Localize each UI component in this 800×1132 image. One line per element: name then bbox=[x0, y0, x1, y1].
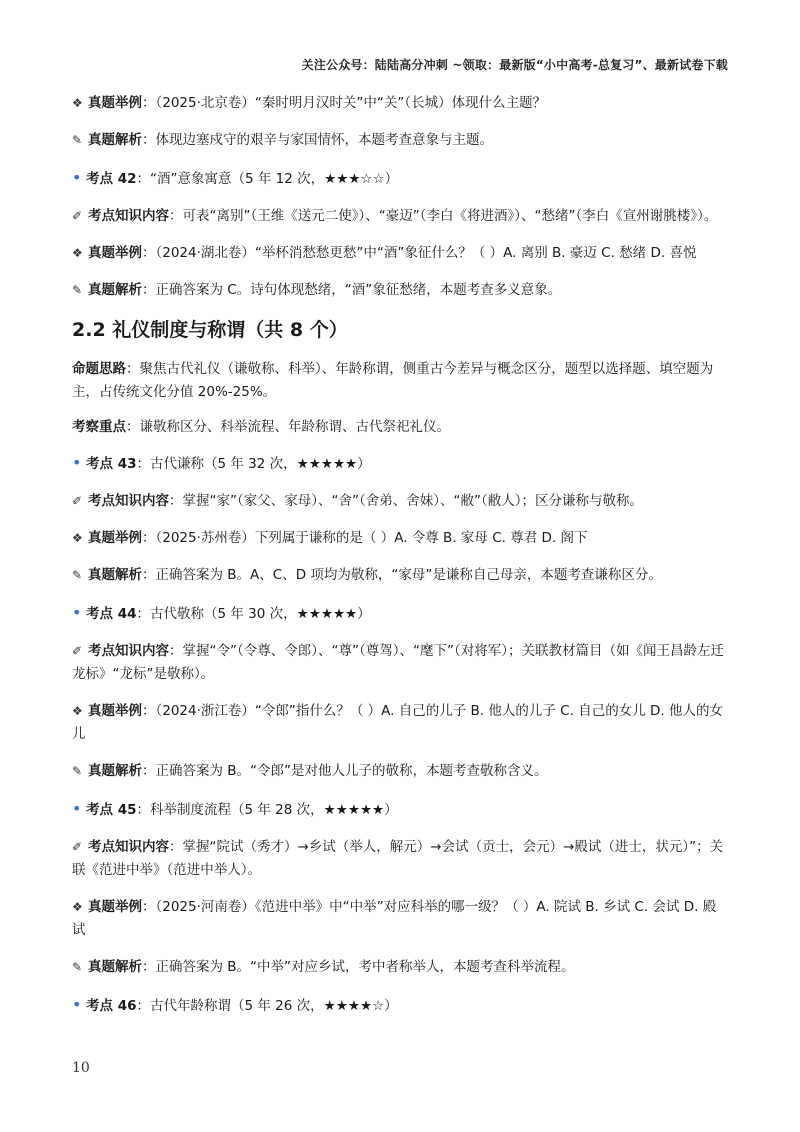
intro-text: ：聚焦古代礼仪（谦敬称、科举）、年龄称谓，侧重古今差异与概念区分，题型以选择题、填空题为主，占传统文化分值 20%-25%。 bbox=[72, 361, 714, 400]
item-text: ：（2024·浙江卷）“令郎”指什么？（ ）A. 自己的儿子 B. 他人的儿子 C. 自己的女儿 D. 他人的女儿 bbox=[72, 703, 723, 742]
bullet-icon: • bbox=[72, 168, 82, 187]
item-label: 真题举例 bbox=[88, 703, 142, 719]
item-text: ：体现边塞戍守的艰辛与家国情怀，本题考查意象与主题。 bbox=[142, 132, 493, 148]
list-item bbox=[72, 279, 728, 302]
focus-label: 考察重点 bbox=[72, 419, 126, 435]
item-label: 真题举例 bbox=[88, 95, 142, 111]
diamond-icon: ❖ bbox=[72, 900, 83, 914]
item-label: 考点 42 bbox=[86, 171, 137, 187]
item-text: ：正确答案为 B。A、C、D 项均为敬称，“家母”是谦称自己母亲，本题考查谦称区分。 bbox=[142, 567, 662, 583]
diamond-icon: ❖ bbox=[72, 531, 83, 545]
list-item bbox=[72, 640, 728, 686]
bullet-icon: • bbox=[72, 799, 82, 818]
list-item bbox=[72, 490, 728, 513]
list-item bbox=[72, 601, 728, 626]
item-label: 考点知识内容 bbox=[88, 208, 169, 224]
item-text: ：掌握“令”（令尊、令郎）、“尊”（尊驾）、“麾下”（对将军）；关联教材篇目（如《闻王昌龄左迁龙标》“龙标”是敬称）。 bbox=[72, 643, 724, 682]
item-label: 真题解析 bbox=[88, 959, 142, 975]
item-text: ：掌握“院试（秀才）→乡试（举人，解元）→会试（贡士，会元）→殿试（进士，状元）”；关联《范进中举》（范进中举人）。 bbox=[72, 839, 724, 878]
item-label: 考点 43 bbox=[86, 456, 137, 472]
pen-icon: ✐ bbox=[72, 494, 83, 508]
item-text: ：“酒”意象寓意（5 年 12 次，★★★☆☆） bbox=[136, 171, 399, 187]
item-text: ：可表“离别”（王维《送元二使》）、“豪迈”（李白《将进酒》）、“愁绪”（李白《宣州谢朓楼》）。 bbox=[169, 208, 718, 224]
diamond-icon: ❖ bbox=[72, 96, 83, 110]
item-text: ：古代敬称（5 年 30 次，★★★★★） bbox=[136, 606, 371, 622]
list-item bbox=[72, 956, 728, 979]
list-item bbox=[72, 527, 728, 550]
list-item bbox=[72, 242, 728, 265]
document-body bbox=[72, 92, 728, 1032]
pen-icon: ✐ bbox=[72, 209, 83, 223]
item-text: ：（2025·河南卷）《范进中举》中“中举”对应科举的哪一级？（ ）A. 院试 B. 乡试 C. 会试 D. 殿试 bbox=[72, 899, 717, 938]
intro-paragraph bbox=[72, 358, 728, 404]
item-text: ：（2025·苏州卷）下列属于谦称的是（ ）A. 令尊 B. 家母 C. 尊君 D. 阁下 bbox=[142, 530, 588, 546]
item-label: 考点知识内容 bbox=[88, 493, 169, 509]
list-item bbox=[72, 92, 728, 115]
page-header: 关注公众号：陆陆高分冲刺 ~领取：最新版“小中高考-总复习”、最新试卷下载 bbox=[301, 58, 728, 72]
item-text: ：古代谦称（5 年 32 次，★★★★★） bbox=[136, 456, 371, 472]
item-label: 真题举例 bbox=[88, 530, 142, 546]
bullet-icon: • bbox=[72, 995, 82, 1014]
pencil-icon: ✎ bbox=[72, 764, 83, 778]
item-label: 真题解析 bbox=[88, 567, 142, 583]
list-item bbox=[72, 564, 728, 587]
bullet-icon: • bbox=[72, 453, 82, 472]
list-item bbox=[72, 166, 728, 191]
intro-label: 命题思路 bbox=[72, 361, 126, 377]
list-item bbox=[72, 993, 728, 1018]
item-label: 考点知识内容 bbox=[88, 839, 169, 855]
item-label: 考点 44 bbox=[86, 606, 137, 622]
item-label: 真题解析 bbox=[88, 282, 142, 298]
item-label: 真题举例 bbox=[88, 245, 142, 261]
topic-list-2-1 bbox=[72, 92, 728, 302]
pencil-icon: ✎ bbox=[72, 133, 83, 147]
item-label: 考点 46 bbox=[86, 998, 137, 1014]
page-number: 10 bbox=[72, 1060, 90, 1076]
item-label: 真题举例 bbox=[88, 899, 142, 915]
list-item bbox=[72, 129, 728, 152]
pencil-icon: ✎ bbox=[72, 960, 83, 974]
item-text: ：古代年龄称谓（5 年 26 次，★★★★☆） bbox=[136, 998, 398, 1014]
list-item bbox=[72, 760, 728, 783]
item-text: ：正确答案为 B。“中举”对应乡试，考中者称举人，本题考查科举流程。 bbox=[142, 959, 575, 975]
list-item bbox=[72, 451, 728, 476]
pencil-icon: ✎ bbox=[72, 283, 83, 297]
section-title: 2.2 礼仪制度与称谓（共 8 个） bbox=[72, 319, 348, 341]
item-label: 考点 45 bbox=[86, 802, 137, 818]
item-text: ：掌握“家”（家父、家母）、“舍”（舍弟、舍妹）、“敝”（敝人）；区分谦称与敬称。 bbox=[169, 493, 643, 509]
list-item bbox=[72, 797, 728, 822]
focus-paragraph bbox=[72, 416, 728, 439]
item-text: ：科举制度流程（5 年 28 次，★★★★★） bbox=[136, 802, 398, 818]
list-item bbox=[72, 205, 728, 228]
item-label: 考点知识内容 bbox=[88, 643, 169, 659]
pen-icon: ✐ bbox=[72, 840, 83, 854]
item-text: ：正确答案为 B。“令郎”是对他人儿子的敬称，本题考查敬称含义。 bbox=[142, 763, 548, 779]
item-label: 真题解析 bbox=[88, 132, 142, 148]
diamond-icon: ❖ bbox=[72, 246, 83, 260]
item-label: 真题解析 bbox=[88, 763, 142, 779]
focus-text: ：谦敬称区分、科举流程、年龄称谓、古代祭祀礼仪。 bbox=[126, 419, 450, 435]
list-item bbox=[72, 700, 728, 746]
item-text: ：（2025·北京卷）“秦时明月汉时关”中“关”（长城）体现什么主题？ bbox=[142, 95, 547, 111]
diamond-icon: ❖ bbox=[72, 704, 83, 718]
topic-list-2-2 bbox=[72, 451, 728, 1018]
list-item bbox=[72, 836, 728, 882]
item-text: ：（2024·湖北卷）“举杯消愁愁更愁”中“酒”象征什么？（ ）A. 离别 B. 豪迈 C. 愁绪 D. 喜悦 bbox=[142, 245, 697, 261]
item-text: ：正确答案为 C。诗句体现愁绪，“酒”象征愁绪，本题考查多义意象。 bbox=[142, 282, 562, 298]
bullet-icon: • bbox=[72, 603, 82, 622]
pen-icon: ✐ bbox=[72, 644, 83, 658]
pencil-icon: ✎ bbox=[72, 568, 83, 582]
list-item bbox=[72, 896, 728, 942]
